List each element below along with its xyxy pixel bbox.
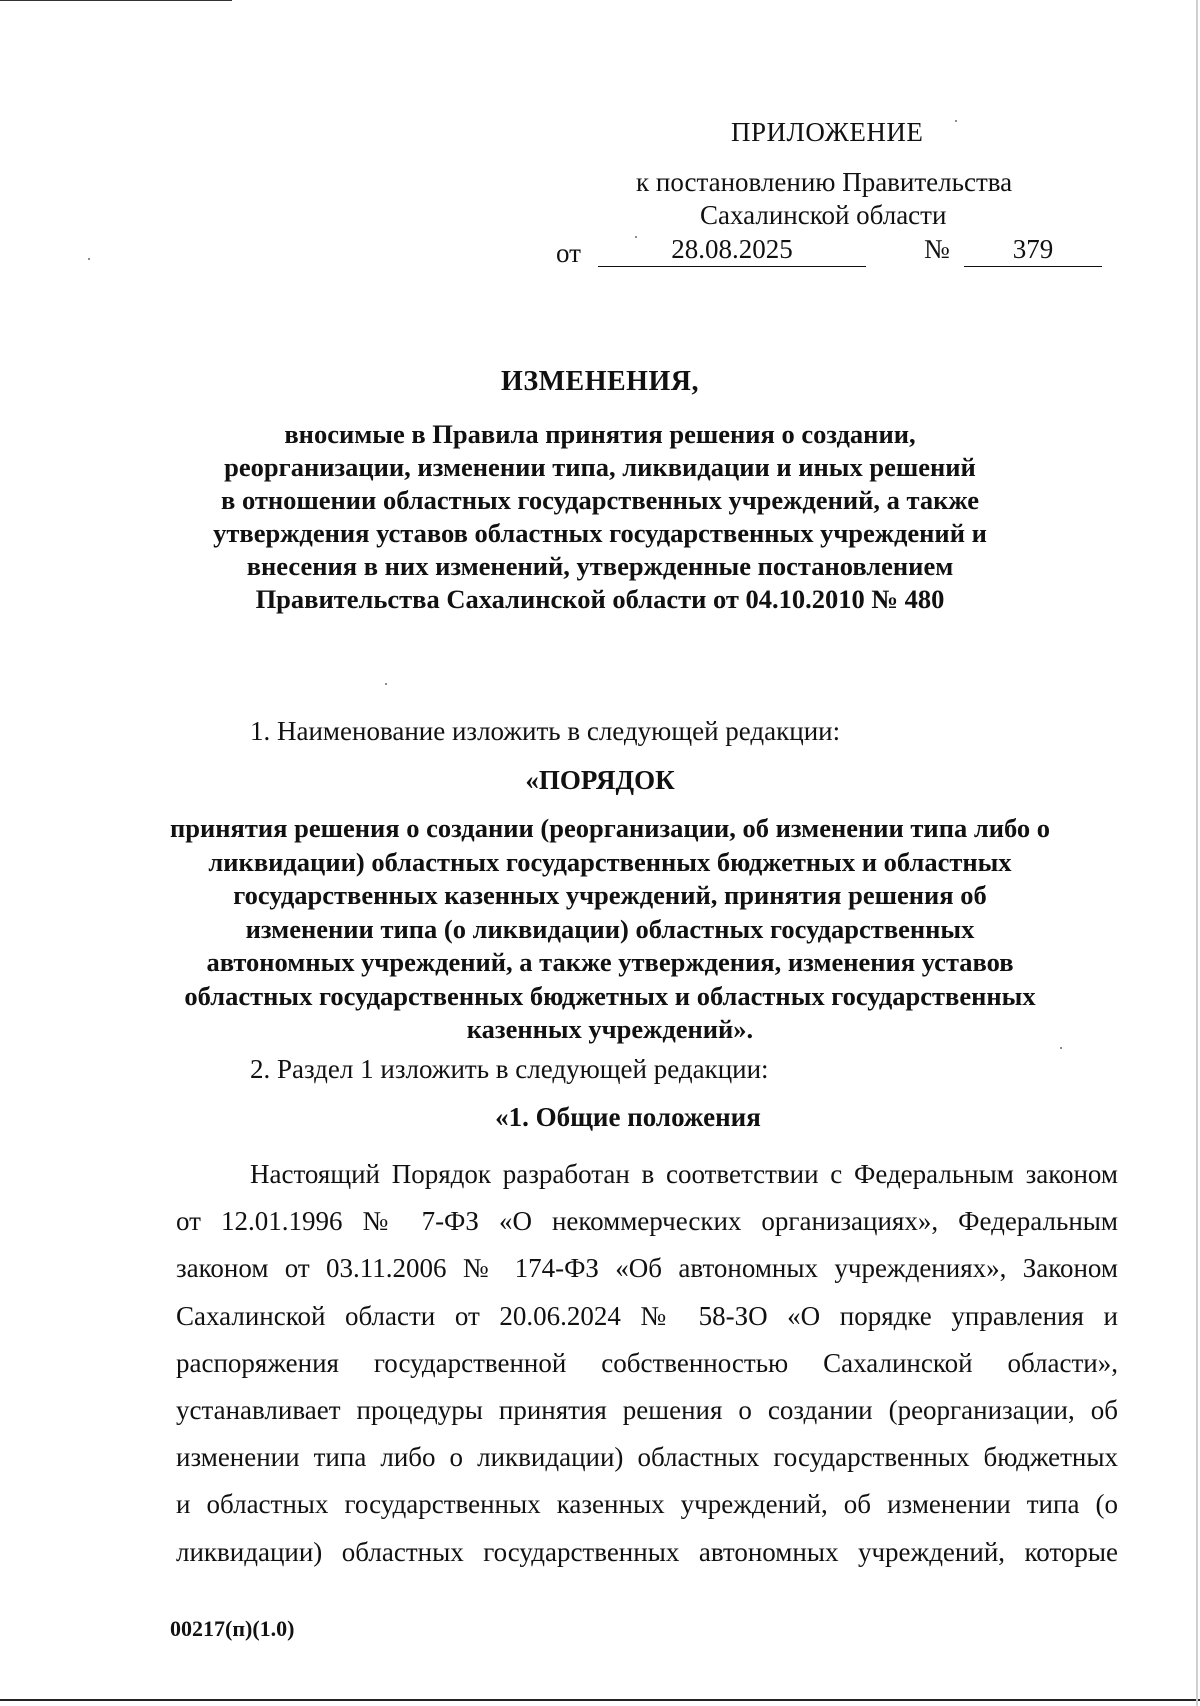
order-subtitle-line: изменении типа (о ликвидации) областных государственных xyxy=(245,913,975,944)
order-subtitle-line: областных государственных бюджетных и областных государственных xyxy=(184,980,1036,1011)
decree-number: 379 xyxy=(1012,234,1054,264)
document-code: 00217(п)(1.0) xyxy=(170,1616,295,1641)
order-subtitle xyxy=(150,812,1070,1047)
order-title: «ПОРЯДОК xyxy=(525,765,675,795)
appendix-title: ПРИЛОЖЕНИЕ xyxy=(731,117,924,147)
decree-date: 28.08.2025 xyxy=(671,234,793,264)
number-field xyxy=(964,232,1102,267)
subheading-line: реорганизации, изменении типа, ликвидации и иных решений xyxy=(224,452,976,482)
order-subtitle-line: принятия решения о создании (реорганизации, об изменении типа либо о xyxy=(169,813,1051,843)
body-line: законом от 03.11.2006 № 174-ФЗ «Об автономных учреждениях», Законом xyxy=(176,1253,1118,1284)
subheading-line: в отношении областных государственных учреждений, а также xyxy=(221,485,979,515)
body-line: Настоящий Порядок разработан в соответствии с Федеральным законом xyxy=(250,1159,1118,1189)
scan-speck xyxy=(385,683,387,685)
subheading-line: вносимые в Правила принятия решения о создании, xyxy=(284,419,916,449)
date-field xyxy=(598,232,866,267)
document-subheading xyxy=(150,418,1050,616)
appendix-reference-line: к постановлению Правительства xyxy=(636,167,1013,197)
order-subtitle-line: казенных учреждений». xyxy=(466,1014,754,1044)
body-line: изменении типа либо о ликвидации) областных государственных бюджетных xyxy=(176,1442,1118,1473)
appendix-signature-row xyxy=(556,232,1106,272)
body-line: устанавливает процедуры принятия решения о создании (реорганизации, об xyxy=(176,1394,1118,1425)
scan-speck xyxy=(1060,1047,1062,1049)
scan-speck xyxy=(955,120,957,122)
body-line: распоряжения государственной собственностью Сахалинской области», xyxy=(176,1347,1118,1378)
scan-edge-bottom xyxy=(0,1699,1200,1701)
scan-edge-right xyxy=(1196,0,1198,1706)
scan-speck xyxy=(88,258,90,260)
number-sign: № xyxy=(924,234,950,264)
appendix-region-line: Сахалинской области xyxy=(700,200,947,230)
from-label: от xyxy=(556,238,581,268)
order-subtitle-line: автономных учреждений, а также утверждения, изменения уставов xyxy=(206,947,1014,977)
body-line: ликвидации) областных государственных автономных учреждений, которые xyxy=(176,1536,1118,1567)
item-2-text: 2. Раздел 1 изложить в следующей редакции: xyxy=(250,1054,769,1084)
section-title: «1. Общие положения xyxy=(495,1102,761,1132)
body-paragraph xyxy=(176,1151,1118,1576)
document-heading: ИЗМЕНЕНИЯ, xyxy=(501,366,699,397)
body-line: от 12.01.1996 № 7-ФЗ «О некоммерческих организациях», Федеральным xyxy=(176,1206,1118,1237)
subheading-line: утверждения уставов областных государственных учреждений и xyxy=(213,518,987,548)
order-subtitle-line: ликвидации) областных государственных бюджетных и областных xyxy=(208,846,1012,877)
scan-edge-top xyxy=(0,0,232,1)
subheading-line: внесения в них изменений, утвержденные постановлением xyxy=(246,551,954,581)
subheading-line: Правительства Сахалинской области от 04.10.2010 № 480 xyxy=(255,584,945,614)
scan-speck xyxy=(635,236,637,238)
item-1-text: 1. Наименование изложить в следующей редакции: xyxy=(250,716,841,746)
body-line: Сахалинской области от 20.06.2024 № 58-ЗО «О порядке управления и xyxy=(176,1300,1118,1331)
order-subtitle-line: государственных казенных учреждений, принятия решения об xyxy=(233,880,987,910)
body-line: и областных государственных казенных учреждений, об изменении типа (о xyxy=(176,1489,1118,1520)
